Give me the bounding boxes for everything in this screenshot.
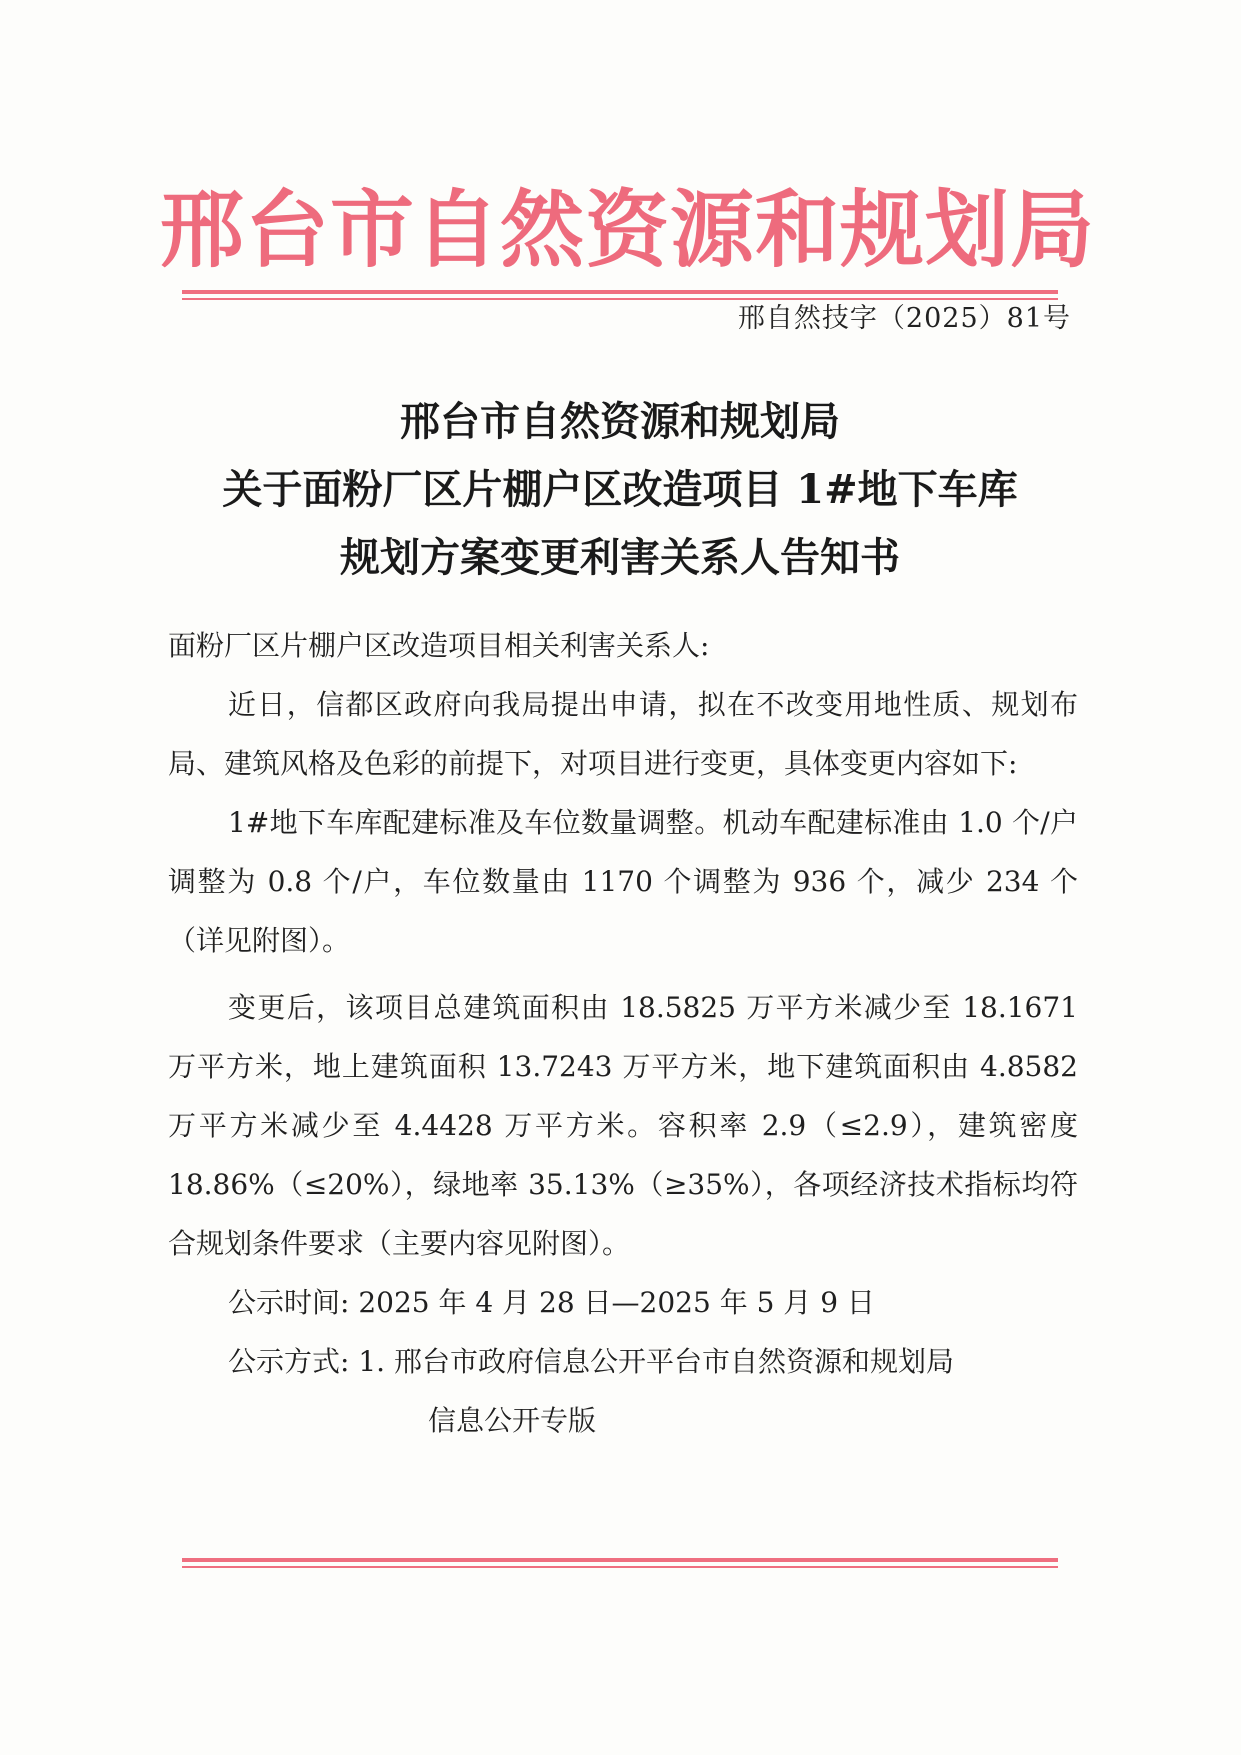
footer-red-rule-thin [182,1566,1058,1568]
notice-method-continued: 信息公开专版 [428,1404,597,1437]
letterhead-agency-name: 邢台市自然资源和规划局 [160,180,1096,279]
document-body [168,616,1078,1450]
notice-period: 公示时间: 2025 年 4 月 28 日—2025 年 5 月 9 日 [228,1286,875,1319]
salutation: 面粉厂区片棚户区改造项目相关利害关系人: [168,629,710,662]
notice-method: 公示方式: 1. 邢台市政府信息公开平台市自然资源和规划局 [228,1345,954,1378]
paragraph-area-indicators: 变更后，该项目总建筑面积由 18.5825 万平方米减少至 18.1671 万平方米，地上建筑面积 13.7243 万平方米，地下建筑面积由 4.8582 万平方米减少至 4.4428 万平方米。容积率 2.9（≤2.9），建筑密度 18.86%（≤20%），绿地率 35.13%（≥35%），各项经济技术指标均符合规划条件要求（主要内容见附图）。 [168,991,1078,1260]
document-number: 邢自然技字（2025）81号 [737,303,1071,334]
title-line-2: 关于面粉厂区片棚户区改造项目 1#地下车库 [222,466,1018,513]
paragraph-application: 近日，信都区政府向我局提出申请，拟在不改变用地性质、规划布局、建筑风格及色彩的前提下，对项目进行变更，具体变更内容如下: [168,688,1078,780]
paragraph-parking-change: 1#地下车库配建标准及车位数量调整。机动车配建标准由 1.0 个/户调整为 0.8 个/户，车位数量由 1170 个调整为 936 个，减少 234 个（详见附图）。 [168,806,1078,957]
title-line-1: 邢台市自然资源和规划局 [400,398,840,445]
document-title [120,388,1120,592]
footer-red-rule-thick [182,1558,1058,1562]
letterhead-red-rule-thick [182,290,1058,294]
title-line-3: 规划方案变更利害关系人告知书 [340,534,900,581]
